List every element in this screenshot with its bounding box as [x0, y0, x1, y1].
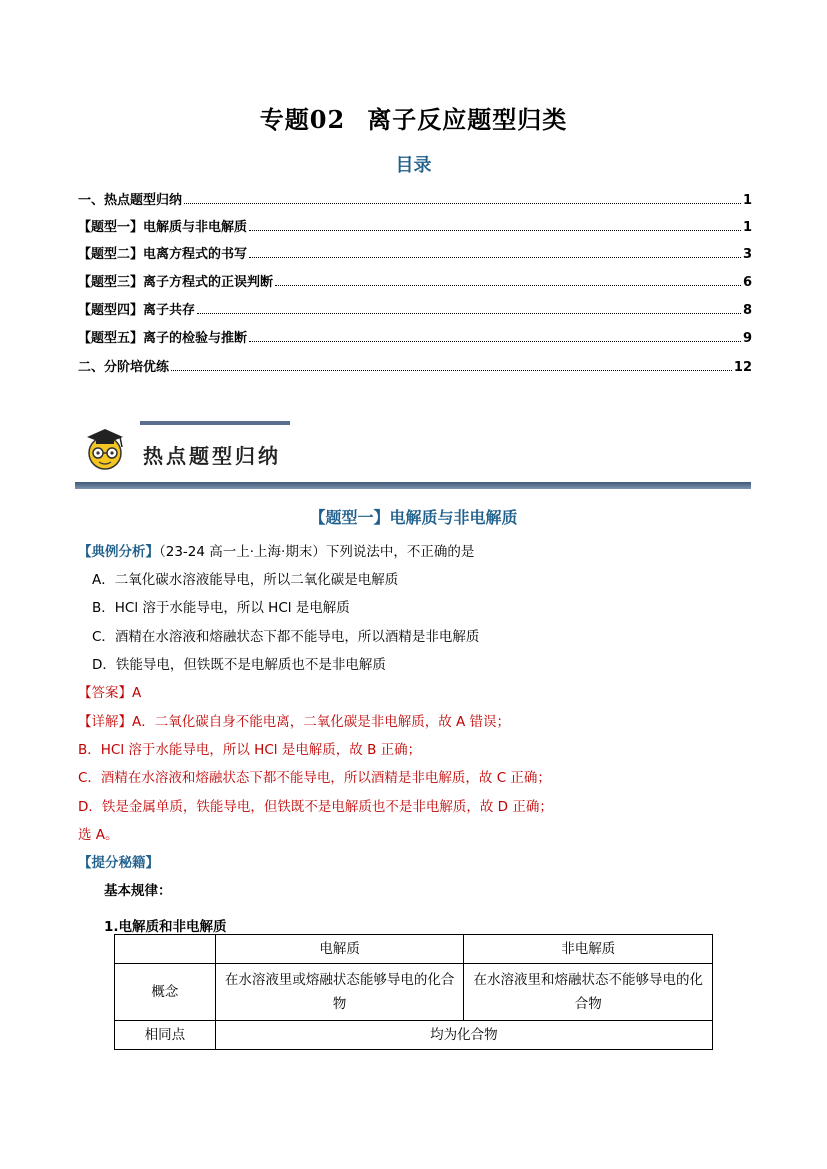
- detail-line: B．HCl 溶于水能导电，所以 HCl 是电解质，故 B 正确；: [78, 742, 422, 758]
- example-question: 【典例分析】（23-24 高一上·上海·期末）下列说法中，不正确的是: [78, 544, 475, 560]
- table-title: 1.电解质和非电解质: [104, 919, 227, 935]
- toc-item[interactable]: 【题型二】电离方程式的书写 3: [78, 247, 752, 262]
- toc-item[interactable]: 【题型三】离子方程式的正误判断 6: [78, 275, 752, 290]
- answer: 【答案】A: [78, 685, 142, 701]
- table-cell: 在水溶液里或熔融状态能够导电的化合物: [215, 964, 464, 1021]
- table-header-row: [115, 935, 713, 964]
- scholar-mascot-icon: [82, 425, 128, 471]
- banner-accent-line: [140, 421, 290, 425]
- tips-tag: 【提分秘籍】: [78, 855, 159, 871]
- detail-line: 选 A。: [78, 827, 119, 843]
- detail-line: D．铁是金属单质，铁能导电，但铁既不是电解质也不是非电解质，故 D 正确；: [78, 799, 553, 815]
- banner-bar: [75, 482, 751, 489]
- electrolyte-table: [114, 934, 713, 1050]
- table-cell: [115, 935, 216, 964]
- table-cell: 电解质: [215, 935, 464, 964]
- table-row: [115, 1021, 713, 1050]
- section-heading: 【题型一】电解质与非电解质: [309, 508, 518, 527]
- toc-item[interactable]: 二、分阶培优练 12: [78, 360, 752, 375]
- basic-rule: 基本规律：: [104, 883, 172, 899]
- toc-item[interactable]: 【题型一】电解质与非电解质 1: [78, 220, 752, 235]
- option-a: A．二氧化碳水溶液能导电，所以二氧化碳是电解质: [92, 572, 399, 588]
- toc-item[interactable]: 【题型五】离子的检验与推断 9: [78, 331, 752, 346]
- table-cell: 均为化合物: [215, 1021, 712, 1050]
- toc-item[interactable]: 一、热点题型归纳 1: [78, 193, 752, 208]
- toc-heading: 目录: [395, 155, 432, 176]
- table-cell: 概念: [115, 964, 216, 1021]
- table-row: [115, 964, 713, 1021]
- toc-item[interactable]: 【题型四】离子共存 8: [78, 303, 752, 318]
- option-d: D．铁能导电，但铁既不是电解质也不是非电解质: [92, 657, 386, 673]
- option-c: C．酒精在水溶液和熔融状态下都不能导电，所以酒精是非电解质: [92, 629, 480, 645]
- table-cell: 相同点: [115, 1021, 216, 1050]
- banner-title: 热点题型归纳: [143, 444, 281, 468]
- table-cell: 在水溶液里和熔融状态不能够导电的化合物: [464, 964, 713, 1021]
- table-cell: 非电解质: [464, 935, 713, 964]
- detail-line: C．酒精在水溶液和熔融状态下都不能导电，所以酒精是非电解质，故 C 正确；: [78, 770, 551, 786]
- detail-line: 【详解】A．二氧化碳自身不能电离，二氧化碳是非电解质，故 A 错误；: [78, 714, 511, 730]
- option-b: B．HCl 溶于水能导电，所以 HCl 是电解质: [92, 600, 350, 616]
- page-title: 专题02 离子反应题型归类: [259, 105, 568, 134]
